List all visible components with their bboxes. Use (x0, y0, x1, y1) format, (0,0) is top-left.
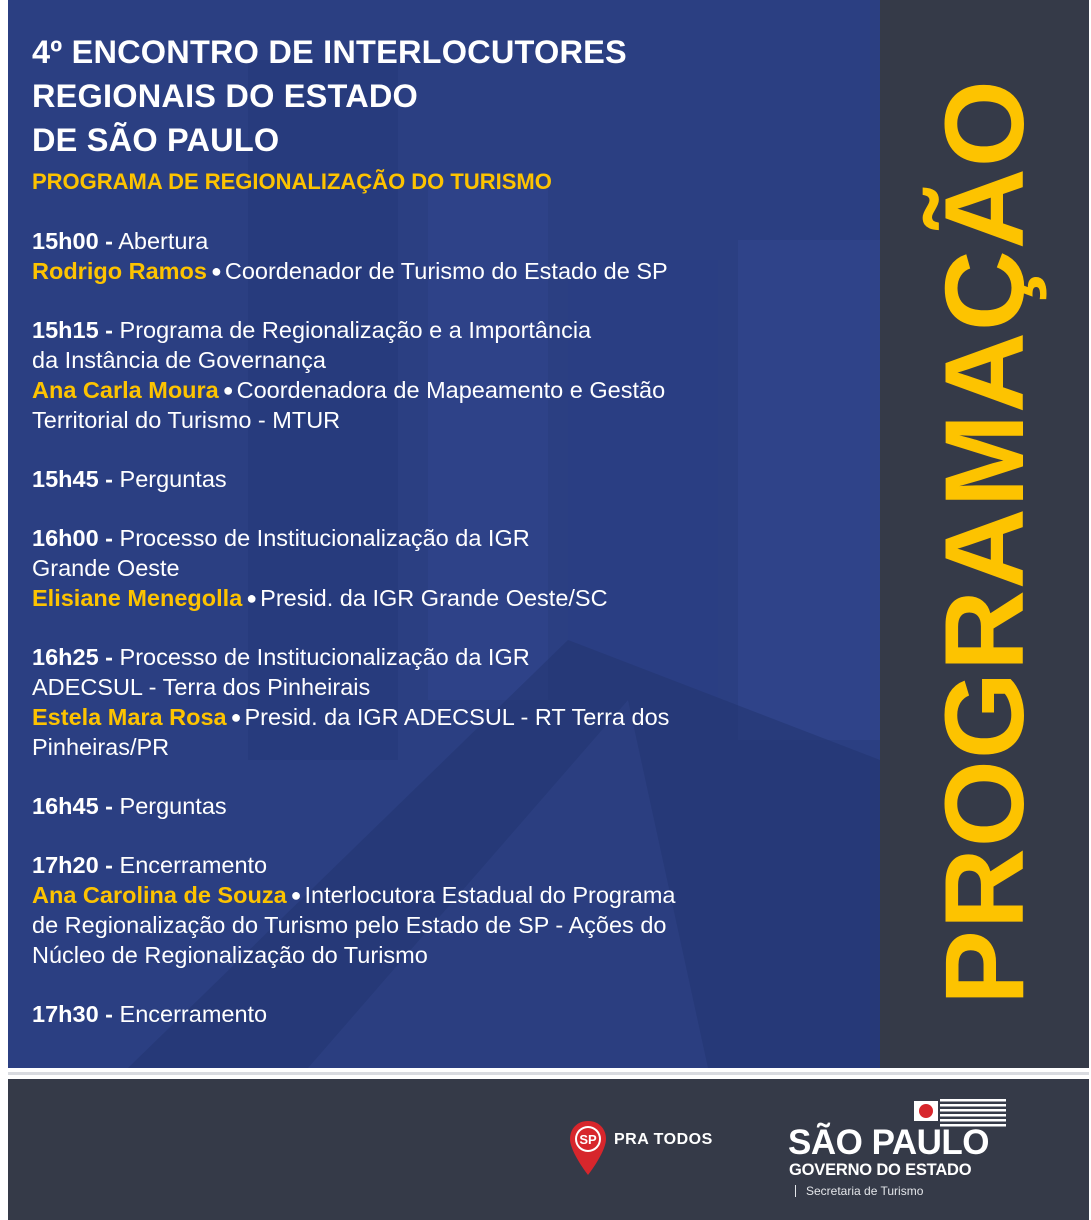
gov-subtitle: GOVERNO DO ESTADO (789, 1161, 972, 1179)
schedule-text: Processo de Institucionalização da IGR (119, 525, 530, 551)
sp-badge-text: SP (579, 1132, 597, 1147)
schedule-line (32, 940, 872, 970)
bullet-separator: ● (290, 885, 302, 905)
schedule-time: 15h15 - (32, 317, 113, 343)
schedule-text: Territorial do Turismo - MTUR (32, 407, 341, 433)
bullet-separator: ● (230, 707, 242, 727)
schedule-line (32, 910, 872, 940)
schedule-line (32, 850, 872, 880)
schedule-line (32, 583, 872, 613)
schedule-time: 15h45 - (32, 466, 113, 492)
schedule-line (32, 880, 872, 910)
bullet-separator: ● (210, 261, 222, 281)
speaker-name: Rodrigo Ramos (32, 258, 207, 284)
schedule-line (32, 523, 872, 553)
schedule-text: Coordenador de Turismo do Estado de SP (224, 258, 668, 284)
schedule-line (32, 672, 872, 702)
schedule-line (32, 791, 872, 821)
schedule-text: Encerramento (119, 1001, 268, 1027)
footer (8, 1079, 1089, 1220)
schedule-line (32, 226, 872, 256)
bullet-separator: ● (222, 380, 234, 400)
schedule-line (32, 642, 872, 672)
schedule-text: Processo de Institucionalização da IGR (119, 644, 530, 670)
schedule-item (32, 850, 872, 970)
programacao-vertical-title: PROGRAMAÇÃO (921, 79, 1047, 1005)
speaker-name: Estela Mara Rosa (32, 704, 227, 730)
schedule-time: 16h25 - (32, 644, 113, 670)
schedule-text: da Instância de Governança (32, 347, 326, 373)
content (32, 30, 872, 1058)
schedule-line (32, 345, 872, 375)
event-title-line: 4º ENCONTRO DE INTERLOCUTORES (32, 34, 627, 70)
schedule-text: Encerramento (119, 852, 268, 878)
speaker-name: Ana Carla Moura (32, 377, 219, 403)
side-panel (880, 0, 1089, 1068)
poster (8, 0, 1089, 1068)
speaker-name: Elisiane Menegolla (32, 585, 243, 611)
schedule-text: Presid. da IGR Grande Oeste/SC (260, 585, 608, 611)
schedule-text: Perguntas (119, 793, 227, 819)
schedule-text: Interlocutora Estadual do Programa (304, 882, 676, 908)
gov-name: SÃO PAULO (788, 1123, 989, 1162)
schedule-item (32, 999, 872, 1029)
schedule-text: Programa de Regionalização e a Importância (119, 317, 592, 343)
schedule-text: de Regionalização do Turismo pelo Estado de SP - Ações do (32, 912, 667, 938)
schedule-text: Núcleo de Regionalização do Turismo (32, 942, 428, 968)
schedule-text: ADECSUL - Terra dos Pinheirais (32, 674, 371, 700)
schedule-item (32, 523, 872, 613)
government-logo (788, 1099, 1018, 1209)
event-title (32, 30, 872, 162)
event-title-line: DE SÃO PAULO (32, 122, 280, 158)
schedule-time: 16h00 - (32, 525, 113, 551)
schedule-time: 16h45 - (32, 793, 113, 819)
schedule-item (32, 315, 872, 435)
schedule-text: Perguntas (119, 466, 227, 492)
footer-divider (8, 1072, 1089, 1075)
campaign-text: PRA TODOS (614, 1131, 713, 1148)
schedule-line (32, 702, 872, 732)
schedule-time: 17h20 - (32, 852, 113, 878)
schedule-list (32, 226, 872, 1029)
event-title-line: REGIONAIS DO ESTADO (32, 78, 419, 114)
schedule-line (32, 315, 872, 345)
schedule-text: Abertura (118, 228, 209, 254)
schedule-line (32, 405, 872, 435)
schedule-text: Presid. da IGR ADECSUL - RT Terra dos (244, 704, 670, 730)
schedule-line (32, 375, 872, 405)
schedule-item (32, 642, 872, 762)
schedule-line (32, 999, 872, 1029)
schedule-text: Pinheiras/PR (32, 734, 170, 760)
schedule-text: Coordenadora de Mapeamento e Gestão (236, 377, 666, 403)
schedule-time: 17h30 - (32, 1001, 113, 1027)
event-subtitle: PROGRAMA DE REGIONALIZAÇÃO DO TURISMO (32, 169, 552, 194)
schedule-line (32, 256, 872, 286)
schedule-item (32, 226, 872, 286)
schedule-line (32, 553, 872, 583)
schedule-line (32, 464, 872, 494)
schedule-text: Grande Oeste (32, 555, 180, 581)
schedule-item (32, 464, 872, 494)
speaker-name: Ana Carolina de Souza (32, 882, 287, 908)
schedule-item (32, 791, 872, 821)
schedule-time: 15h00 - (32, 228, 113, 254)
schedule-line (32, 732, 872, 762)
gov-department: Secretaria de Turismo (795, 1185, 923, 1197)
bullet-separator: ● (246, 588, 258, 608)
location-pin-icon (568, 1119, 608, 1179)
